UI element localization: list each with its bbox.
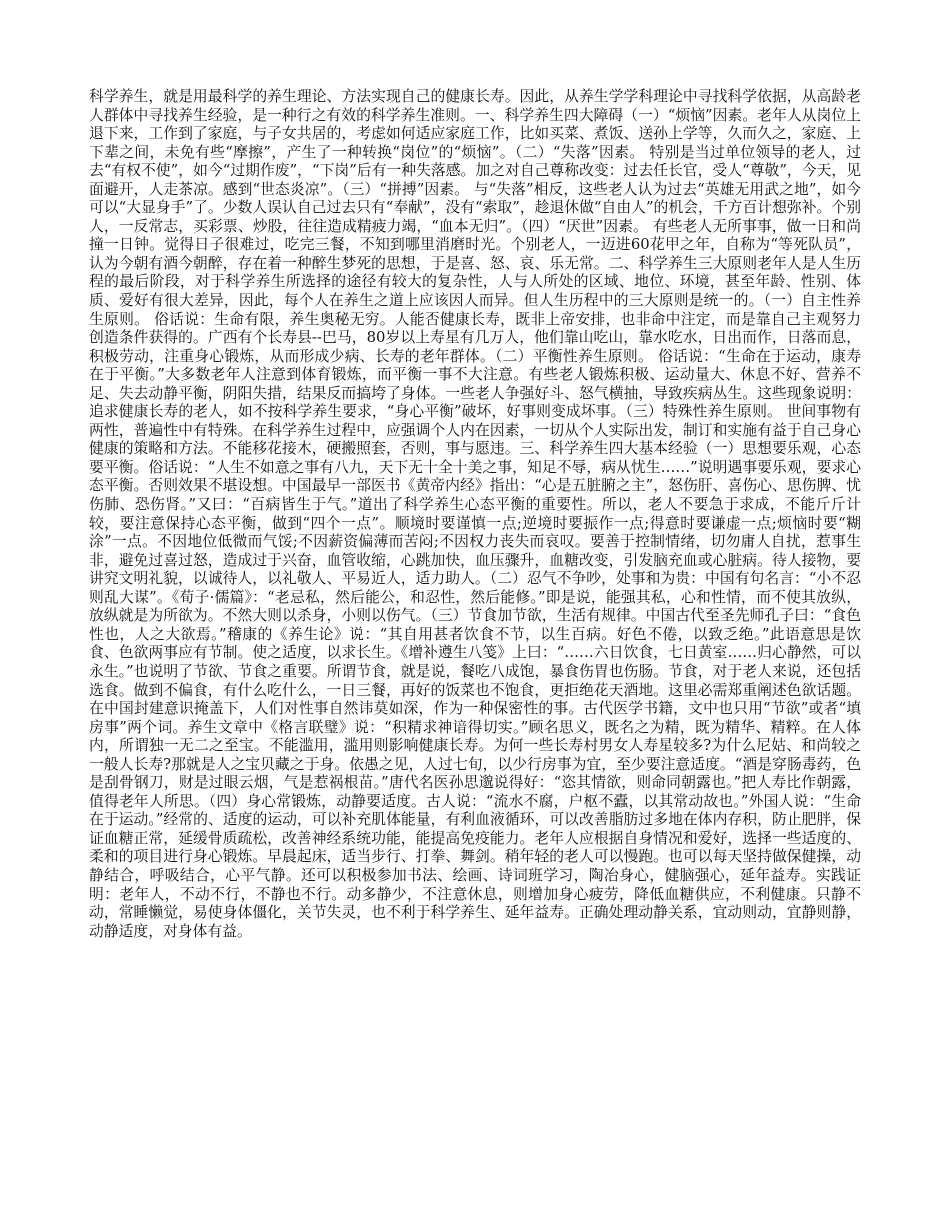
document-page [89, 88, 861, 941]
body-paragraph: 科学养生，就是用最科学的养生理论、方法实现自己的健康长寿。因此，从养生学学科理论中寻找科学依据，从高龄老人群体中寻找养生经验，是一种行之有效的科学养生准则。一、科学养生四大障碍（一）“烦恼”因素。老年人从岗位上退下来，工作到了家庭，与子女共居的，考虑如何适应家庭工作，比如买菜、煮饭、送孙上学等，久而久之，家庭、上下辈之间，未免有些“摩擦”，产生了一种转换“岗位”的“烦恼”。（二）“失落”因素。 特别是当过单位领导的老人，过去“有权不使”，如今“过期作废”，“下岗”后有一种失落感。加之对自己尊称改变：过去任长官，受人“尊敬”，今天，见面避开，人走茶凉。感到“世态炎凉”。（三）“拼搏”因素。 与“失落”相反，这些老人认为过去“英雄无用武之地”，如今可以“大显身手”了。少数人误认自己过去只有“奉献”，没有“索取”，趁退休做“自由人”的机会，千方百计想弥补。个别人，一反常志，买彩票、炒股，往往造成精疲力竭，“血本无归”。（四）“厌世”因素。 有些老人无所事事，做一日和尚撞一日钟。觉得日子很难过，吃完三餐，不知到哪里消磨时光。个别老人，一迈进60花甲之年，自称为“等死队员”，认为今朝有酒今朝醉，存在着一种醉生梦死的思想，于是喜、怒、哀、乐无常。二、科学养生三大原则老年人是人生历程的最后阶段，对于科学养生所选择的途径有较大的复杂性，人与人所处的区域、地位、环境，甚至年龄、性别、体质、爱好有很大差异，因此，每个人在养生之道上应该因人而异。但人生历程中的三大原则是统一的。（一）自主性养生原则。 俗话说：生命有限，养生奥秘无穷。人能否健康长寿，既非上帝安排，也非命中注定，而是靠自己主观努力创造条件获得的。广西有个长寿县--巴马，80岁以上寿星有几万人，他们靠山吃山，靠水吃水，日出而作，日落而息，积极劳动，注重身心锻炼，从而形成少病、长寿的老年群体。（二）平衡性养生原则。 俗话说：“生命在于运动，康寿在于平衡。”大多数老年人注意到体育锻炼，而平衡一事不大注意。有些老人锻炼积极、运动量大、休息不好、营养不足、失去动静平衡，阴阳失措，结果反而搞垮了身体。一些老人争强好斗、怒气横抽，导致疾病丛生。这些现象说明：追求健康长寿的老人，如不按科学养生要求，“身心平衡”破坏，好事则变成坏事。（三）特殊性养生原则。 世间事物有两性，普遍性中有特殊。在科学养生过程中，应强调个人内在因素，一切从个人实际出发，制订和实施有益于自己身心健康的策略和方法。不能移花接木，硬搬照套，否则，事与愿违。三、科学养生四大基本经验（一）思想要乐观，心态要平衡。俗话说：“人生不如意之事有八九，天下无十全十美之事，知足不辱，病从忧生……”说明遇事要乐观，要求心态平衡。否则效果不堪设想。中国最早一部医书《黄帝内经》指出：“心是五脏腑之主”，怒伤肝、喜伤心、思伤脾、忧伤肺、恐伤肾。”又曰：“百病皆生于气。”道出了科学养生心态平衡的重要性。所以，老人不要急于求成，不能斤斤计较，要注意保持心态平衡，做到“四个一点”。顺境时要谨慎一点;逆境时要振作一点;得意时要谦虚一点;烦恼时要“糊涂”一点。不因地位低微而气馁;不因薪资偏薄而苦闷;不因权力丧失而哀叹。要善于控制情绪，切勿庸人自扰，惹事生非，避免过喜过怒，造成过于兴奋，血管收缩，心跳加快，血压骤升，血糖改变，引发脑充血或心脏病。待人接物，要讲究文明礼貌，以诚待人，以礼敬人、平易近人，适力助人。（二）忍气不争吵，处事和为贵：中国有句名言：“小不忍则乱大谋”。《荀子·儒篇》：“老忌私，然后能公，和忍性，然后能修。”即是说，能强其私，心和性情，而不使其放纵，放纵就是为所欲为。不然大则以杀身，小则以伤气。（三）节食加节欲，生活有规律。中国古代至圣先师孔子曰：“食色性也，人之大欲焉。”稽康的《养生论》说：“其自用甚者饮食不节，以生百病。好色不倦，以致乏绝。”此语意思是饮食、色欲两事应有节制。使之适度，以求长生。《增补遵生八笺》上曰：“……六日饮食，七日黄室……归心静然，可以永生。”也说明了节欲、节食之重要。所谓节食，就是说，餐吃八成饱，暴食伤胃也伤肠。节食，对于老人来说，还包括选食。做到不偏食，有什么吃什么，一日三餐，再好的饭菜也不饱食，更拒绝花天酒地。这里必需郑重阐述色欲话题。在中国封建意识掩盖下，人们对性事自然讳莫如深，作为一种保密性的事。古代医学书籍，文中也只用“节欲”或者“填房事”两个词。养生文章中《格言联璧》说：“积精求神谙得切实。”顾名思义，既名之为精，既为精华、精粹。在人体内，所谓独一无二之至宝。不能滥用，滥用则影响健康长寿。为何一些长寿村男女人寿星较多?为什么尼姑、和尚较之一般人长寿?那就是人之宝贝藏之于身。依愚之见，人过七旬，以少行房事为宜，至少要注意适度。“酒是穿肠毒药，色是刮骨钢刀，财是过眼云烟，气是惹祸根苗。”唐代名医孙思邈说得好：“恣其情欲，则命同朝露也。”把人寿比作朝露，值得老年人所思。（四）身心常锻炼，动静要适度。古人说：“流水不腐，户枢不蠹，以其常动故也。”外国人说：“生命在于运动。”经常的、适度的运动，可以补充肌体能量，有利血液循环，可以改善脂肪过多地在体内存积，防止肥胖，保证血糖正常，延缓骨质疏松，改善神经系统功能，能提高免疫能力。老年人应根据自身情况和爱好，选择一些适度的、柔和的项目进行身心锻炼。早晨起床，适当步行、打拳、舞剑。稍年轻的老人可以慢跑。也可以每天坚持做保健操，动静结合，呼吸结合，心平气静。还可以积极参加书法、绘画、诗词班学习，陶冶身心，健脑强心，延年益寿。实践证明：老年人，不动不行，不静也不行。动多静少，不注意休息，则增加身心疲劳，降低血糖供应，不利健康。只静不动，常睡懒觉，易使身体僵化，关节失灵，也不利于科学养生、延年益寿。正确处理动静关系，宜动则动，宜静则静，动静适度，对身体有益。 [89, 88, 861, 940]
